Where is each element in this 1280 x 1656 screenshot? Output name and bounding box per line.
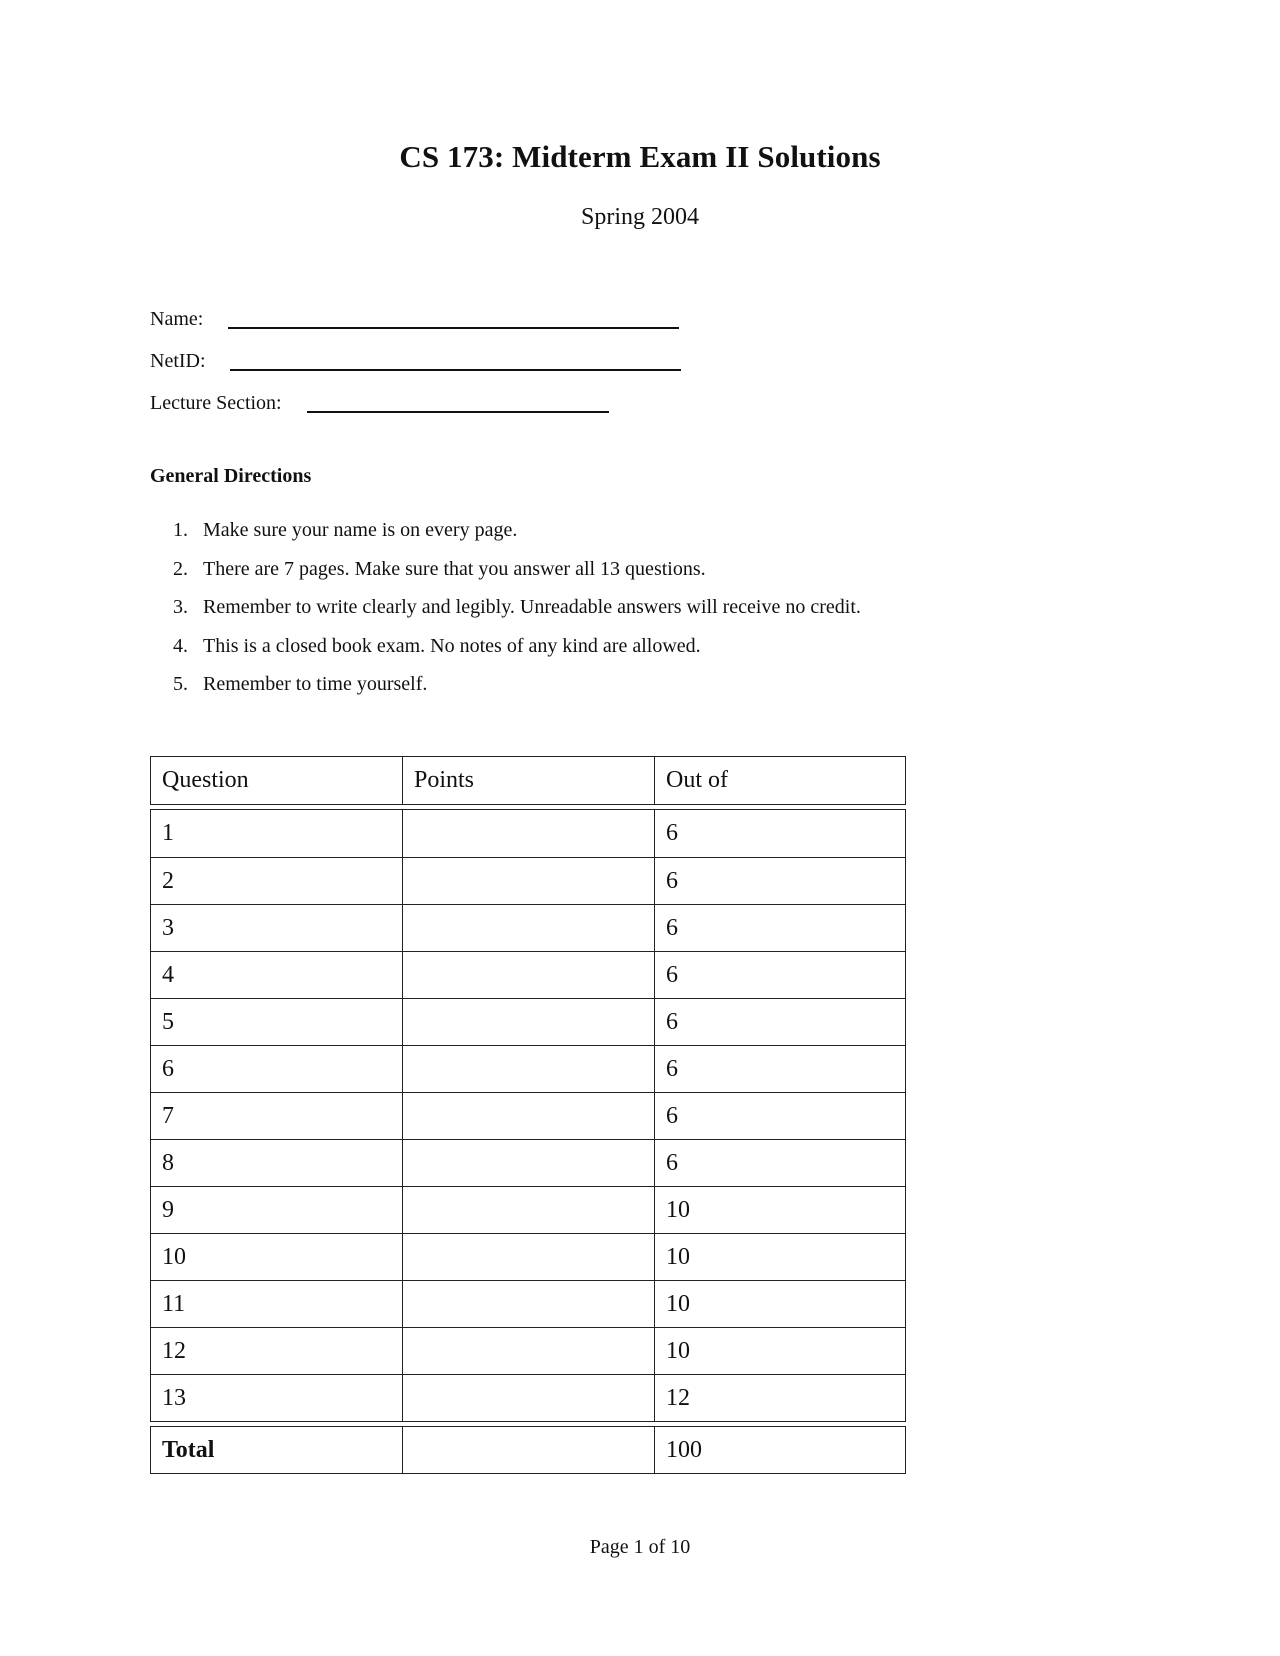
page-subtitle: Spring 2004: [580, 204, 699, 230]
points-cell: [402, 1187, 654, 1233]
question-cell: 4: [162, 961, 174, 988]
direction-text: Make sure your name is on every page.: [203, 519, 518, 541]
table-row: [151, 1374, 905, 1421]
netid-label: NetID:: [150, 350, 206, 372]
directions-list: [150, 516, 861, 709]
table-row: [151, 998, 905, 1045]
out-of-cell: 6: [654, 999, 904, 1045]
question-cell: 12: [162, 1337, 186, 1364]
direction-number: 1.: [173, 519, 188, 541]
direction-item: [150, 593, 861, 632]
points-cell: [402, 999, 654, 1045]
table-row: [151, 904, 905, 951]
question-cell: 7: [162, 1102, 174, 1129]
direction-text: Remember to write clearly and legibly. Unreadable answers will receive no credit.: [203, 596, 861, 618]
points-cell: [402, 858, 654, 904]
total-points: [402, 1427, 654, 1473]
lecture-section-blank-line: [307, 411, 609, 413]
table-row: [151, 1139, 905, 1186]
question-cell: 3: [162, 914, 174, 941]
netid-blank-line: [230, 369, 681, 371]
question-cell: 2: [162, 867, 174, 894]
out-of-cell: 6: [654, 952, 904, 998]
points-cell: [402, 810, 654, 857]
table-row: [151, 1045, 905, 1092]
out-of-cell: 6: [654, 1093, 904, 1139]
points-cell: [402, 1093, 654, 1139]
question-cell: 8: [162, 1149, 174, 1176]
out-of-cell: 10: [654, 1281, 904, 1327]
direction-item: [150, 516, 861, 555]
question-cell: 9: [162, 1196, 174, 1223]
column-header-out-of: Out of: [654, 757, 904, 804]
total-out-of: 100: [654, 1427, 904, 1473]
table-row: [151, 1092, 905, 1139]
name-blank-line: [228, 327, 679, 329]
points-cell: [402, 1046, 654, 1092]
out-of-cell: 10: [654, 1234, 904, 1280]
total-label: Total: [162, 1436, 215, 1463]
name-label: Name:: [150, 308, 204, 330]
direction-item: [150, 555, 861, 594]
points-cell: [402, 1140, 654, 1186]
score-table-body: [150, 809, 906, 1422]
table-row: [151, 857, 905, 904]
table-row: [151, 1233, 905, 1280]
out-of-cell: 6: [654, 1046, 904, 1092]
question-cell: 6: [162, 1055, 174, 1082]
points-cell: [402, 1281, 654, 1327]
out-of-cell: 10: [654, 1328, 904, 1374]
out-of-cell: 12: [654, 1375, 904, 1421]
lecture-section-label: Lecture Section:: [150, 392, 282, 414]
direction-number: 5.: [173, 673, 188, 695]
column-header-points: Points: [402, 757, 654, 804]
out-of-cell: 6: [654, 810, 904, 857]
points-cell: [402, 1234, 654, 1280]
column-header-question: Question: [162, 767, 249, 793]
direction-number: 4.: [173, 634, 188, 657]
table-row: [151, 1186, 905, 1233]
score-table-header: [150, 756, 906, 805]
table-row: [151, 810, 905, 857]
direction-item: [150, 670, 861, 709]
table-row: [151, 951, 905, 998]
out-of-cell: 6: [654, 858, 904, 904]
page-number: Page 1 of 10: [589, 1536, 691, 1558]
question-cell: 11: [162, 1290, 186, 1317]
points-cell: [402, 1328, 654, 1374]
question-cell: 13: [162, 1384, 186, 1411]
points-cell: [402, 905, 654, 951]
direction-number: 3.: [173, 596, 188, 618]
points-cell: [402, 952, 654, 998]
directions-heading: General Directions: [150, 465, 312, 487]
direction-number: 2.: [173, 557, 188, 580]
points-cell: [402, 1375, 654, 1421]
direction-text: There are 7 pages. Make sure that you answer all 13 questions.: [203, 557, 706, 580]
direction-item: [150, 632, 861, 671]
out-of-cell: 6: [654, 905, 904, 951]
out-of-cell: 6: [654, 1140, 904, 1186]
table-row: [151, 1327, 905, 1374]
direction-text: This is a closed book exam. No notes of any kind are allowed.: [203, 634, 701, 657]
table-row: [151, 1280, 905, 1327]
question-cell: 1: [162, 820, 174, 846]
score-table-total-row: [150, 1426, 906, 1474]
direction-text: Remember to time yourself.: [203, 673, 428, 695]
question-cell: 5: [162, 1008, 174, 1035]
page-title: CS 173: Midterm Exam II Solutions: [399, 139, 881, 174]
score-table: [150, 756, 906, 1474]
question-cell: 10: [162, 1243, 186, 1270]
out-of-cell: 10: [654, 1187, 904, 1233]
